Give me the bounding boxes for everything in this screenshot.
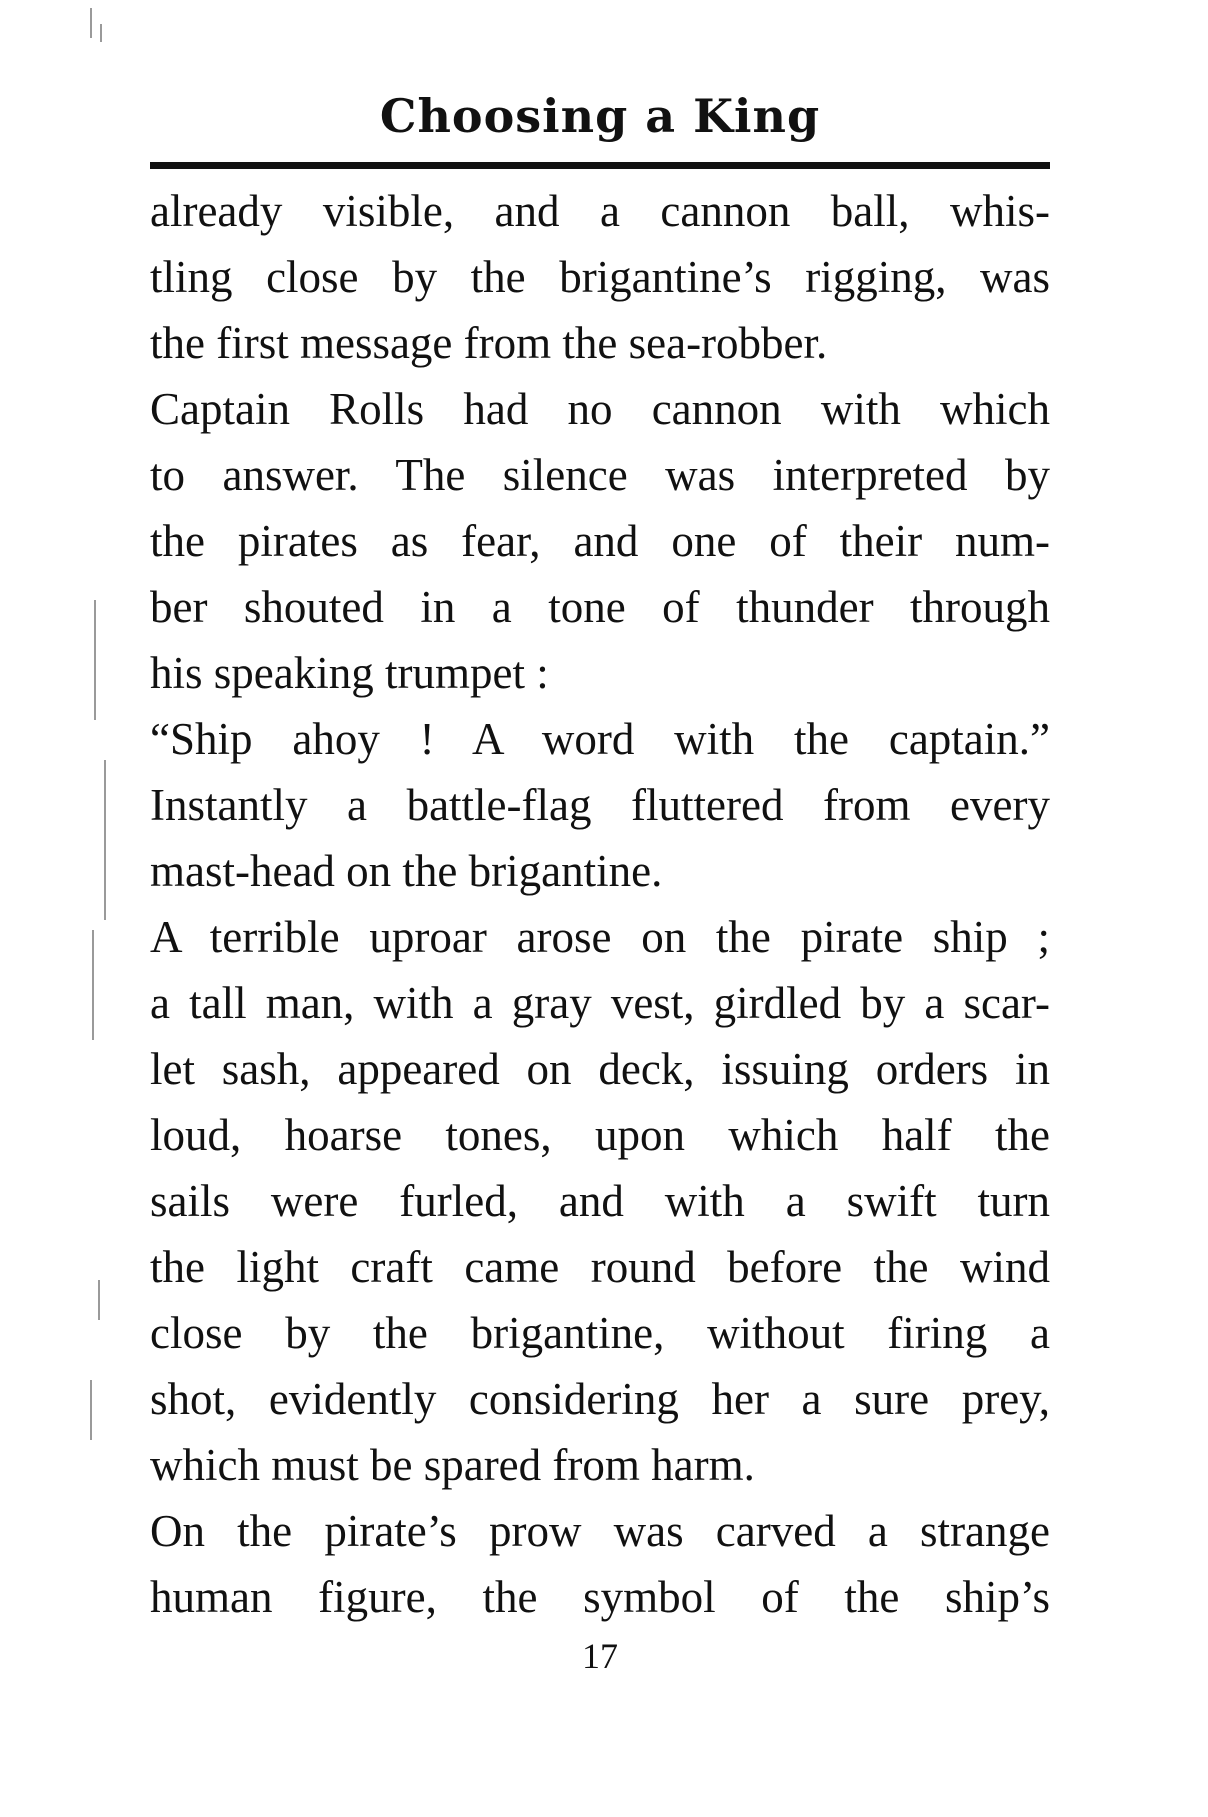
- text-line: sails were furled, and with a swift turn: [150, 1176, 1050, 1226]
- text-line: mast-head on the brigantine.: [150, 846, 663, 896]
- text-line: a tall man, with a gray vest, girdled by a scar-: [150, 978, 1050, 1028]
- header-rule: [150, 162, 1050, 169]
- text-line: On the pirate’s prow was carved a strange: [150, 1506, 1050, 1556]
- text-line: close by the brigantine, without firing a: [150, 1308, 1050, 1358]
- text-line: the pirates as fear, and one of their num-: [150, 516, 1050, 566]
- text-line: his speaking trumpet :: [150, 648, 549, 698]
- text-line: Instantly a battle-flag fluttered from every: [150, 780, 1050, 830]
- text-line: the first message from the sea-robber.: [150, 318, 828, 368]
- text-line: A terrible uproar arose on the pirate ship ;: [150, 912, 1050, 962]
- text-line: human figure, the symbol of the ship’s: [150, 1572, 1050, 1622]
- running-head: Choosing a King: [379, 89, 821, 143]
- text-line: loud, hoarse tones, upon which half the: [150, 1110, 1050, 1160]
- page-number: 17: [582, 1636, 618, 1676]
- text-line: the light craft came round before the wind: [150, 1242, 1050, 1292]
- text-line: which must be spared from harm.: [150, 1440, 755, 1490]
- text-line: to answer. The silence was interpreted by: [150, 450, 1050, 500]
- scan-margin-artifacts: [86, 0, 116, 1817]
- text-line: already visible, and a cannon ball, whis-: [150, 186, 1050, 236]
- text-line: “Ship ahoy ! A word with the captain.”: [150, 714, 1050, 764]
- text-line: tling close by the brigantine’s rigging, was: [150, 252, 1050, 302]
- body-text: [150, 178, 1050, 1630]
- text-line: let sash, appeared on deck, issuing orders in: [150, 1044, 1050, 1094]
- text-line: Captain Rolls had no cannon with which: [150, 384, 1050, 434]
- text-line: ber shouted in a tone of thunder through: [150, 582, 1050, 632]
- text-line: shot, evidently considering her a sure prey,: [150, 1374, 1050, 1424]
